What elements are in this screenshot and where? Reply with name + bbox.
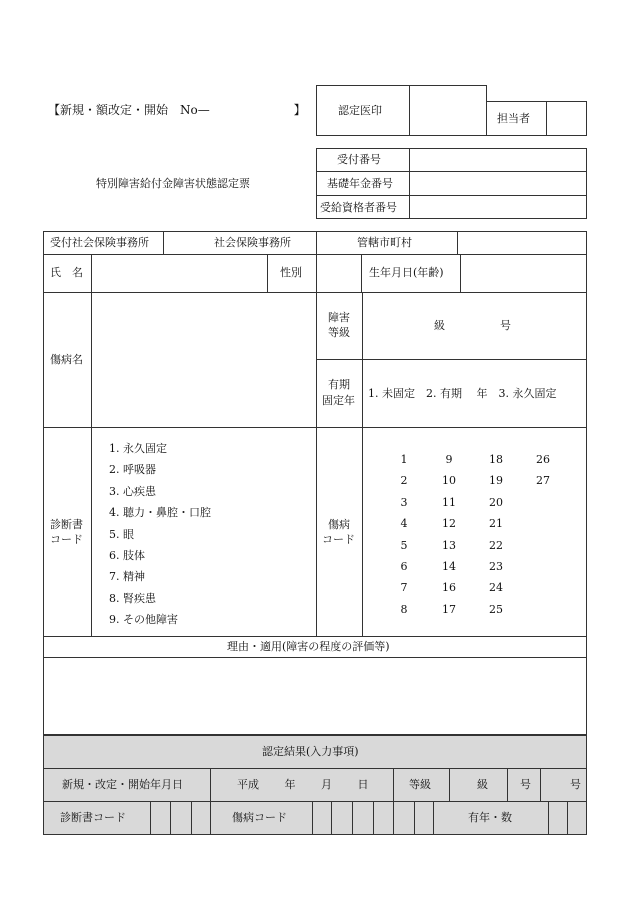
diagnosis-item: 4. 聴力・鼻腔・口腔 xyxy=(109,506,211,520)
go-label-1: 号 xyxy=(520,778,531,791)
injury-code-number: 1 xyxy=(400,453,408,466)
injury-code-number: 10 xyxy=(442,474,456,488)
form-type-line: 【新規・額改定・開始 No— 】 xyxy=(48,103,306,117)
form-title: 特別障害給付金障害状態認定票 xyxy=(96,177,250,190)
seal-label: 認定医印 xyxy=(338,104,382,117)
injury-code-number: 19 xyxy=(489,474,503,488)
fixed-label-1: 有期 xyxy=(328,378,350,391)
injury-code-label-1: 傷病 xyxy=(328,518,350,531)
grade-label-2: 等級 xyxy=(328,326,350,339)
diagnosis-item: 6. 肢体 xyxy=(109,549,145,562)
municipality-label: 管轄市町村 xyxy=(357,236,412,249)
recipient-no-label: 受給資格者番号 xyxy=(320,201,397,214)
diagnosis-item: 1. 永久固定 xyxy=(109,442,167,455)
injury-code-number: 6 xyxy=(400,560,408,573)
injury-code-number: 8 xyxy=(400,602,408,616)
injury-code-number: 3 xyxy=(400,495,408,509)
result-heading: 認定結果(入力事項) xyxy=(262,745,359,758)
diagnosis-item: 9. その他障害 xyxy=(109,613,178,627)
staff-label: 担当者 xyxy=(497,112,530,125)
injury-code-number: 21 xyxy=(489,517,503,531)
injury-code-number: 23 xyxy=(489,560,503,573)
injury-code-number: 24 xyxy=(489,581,503,595)
injury-code-number: 7 xyxy=(400,581,408,595)
diagnosis-item: 7. 精神 xyxy=(109,570,145,584)
injury-code-number: 16 xyxy=(442,581,456,595)
injury-code-number: 25 xyxy=(489,602,503,616)
diagnosis-item: 3. 心疾患 xyxy=(109,484,156,498)
injury-code-number: 20 xyxy=(489,495,503,509)
injury-label: 傷病名 xyxy=(50,353,83,366)
diagnosis-item: 5. 眼 xyxy=(109,527,134,541)
fixed-label-2: 固定年 xyxy=(322,394,355,407)
go-label-2: 号 xyxy=(570,778,581,791)
fixed-options: 1. 未固定 2. 有期 年 3. 永久固定 xyxy=(368,387,557,400)
injury-code-number: 22 xyxy=(489,538,503,552)
injury-code-number: 18 xyxy=(489,453,503,466)
injury-code-number: 2 xyxy=(400,474,408,488)
diag-code-label: 診断書コード xyxy=(60,811,126,824)
period-label: 有年・数 xyxy=(468,811,512,824)
diag-label-2: コード xyxy=(50,533,83,546)
office-label: 受付社会保険事務所 xyxy=(50,236,149,249)
grade-result-label: 等級 xyxy=(409,778,431,791)
sex-label: 性別 xyxy=(280,266,302,279)
injury-code-number: 9 xyxy=(445,453,453,466)
receipt-no-label: 受付番号 xyxy=(337,153,381,166)
injury-code-number: 12 xyxy=(442,517,456,531)
diagnosis-item: 2. 呼吸器 xyxy=(109,463,156,477)
grade-label-1: 障害 xyxy=(328,311,350,324)
injury-code-number: 11 xyxy=(442,495,456,509)
kyu-label: 級 xyxy=(477,778,488,791)
injury-code-number: 13 xyxy=(442,538,456,552)
injury-code-number: 17 xyxy=(442,602,456,616)
diagnosis-item: 8. 腎疾患 xyxy=(109,591,156,605)
dob-label: 生年月日(年齢) xyxy=(369,266,444,279)
reason-heading: 理由・適用(障害の程度の評価等) xyxy=(227,640,390,653)
injury-code-label-2: コード xyxy=(322,533,355,546)
injury-code-number: 4 xyxy=(400,517,408,531)
start-date-label: 新規・改定・開始年月日 xyxy=(62,778,183,791)
reason-field[interactable] xyxy=(44,658,586,734)
basic-pension-no-label: 基礎年金番号 xyxy=(327,177,393,190)
name-label: 氏 名 xyxy=(50,266,83,279)
injury-code-number: 5 xyxy=(400,538,408,552)
injury-code-number: 14 xyxy=(442,560,456,573)
injury-code-number: 26 xyxy=(536,453,550,466)
diag-label-1: 診断書 xyxy=(50,518,83,531)
era-date: 平成 年 月 日 xyxy=(237,778,369,791)
injury-code-number: 27 xyxy=(536,474,550,488)
grade-value: 級 号 xyxy=(434,319,511,332)
office-suffix: 社会保険事務所 xyxy=(214,236,291,249)
injury-code-result-label: 傷病コード xyxy=(232,811,287,824)
